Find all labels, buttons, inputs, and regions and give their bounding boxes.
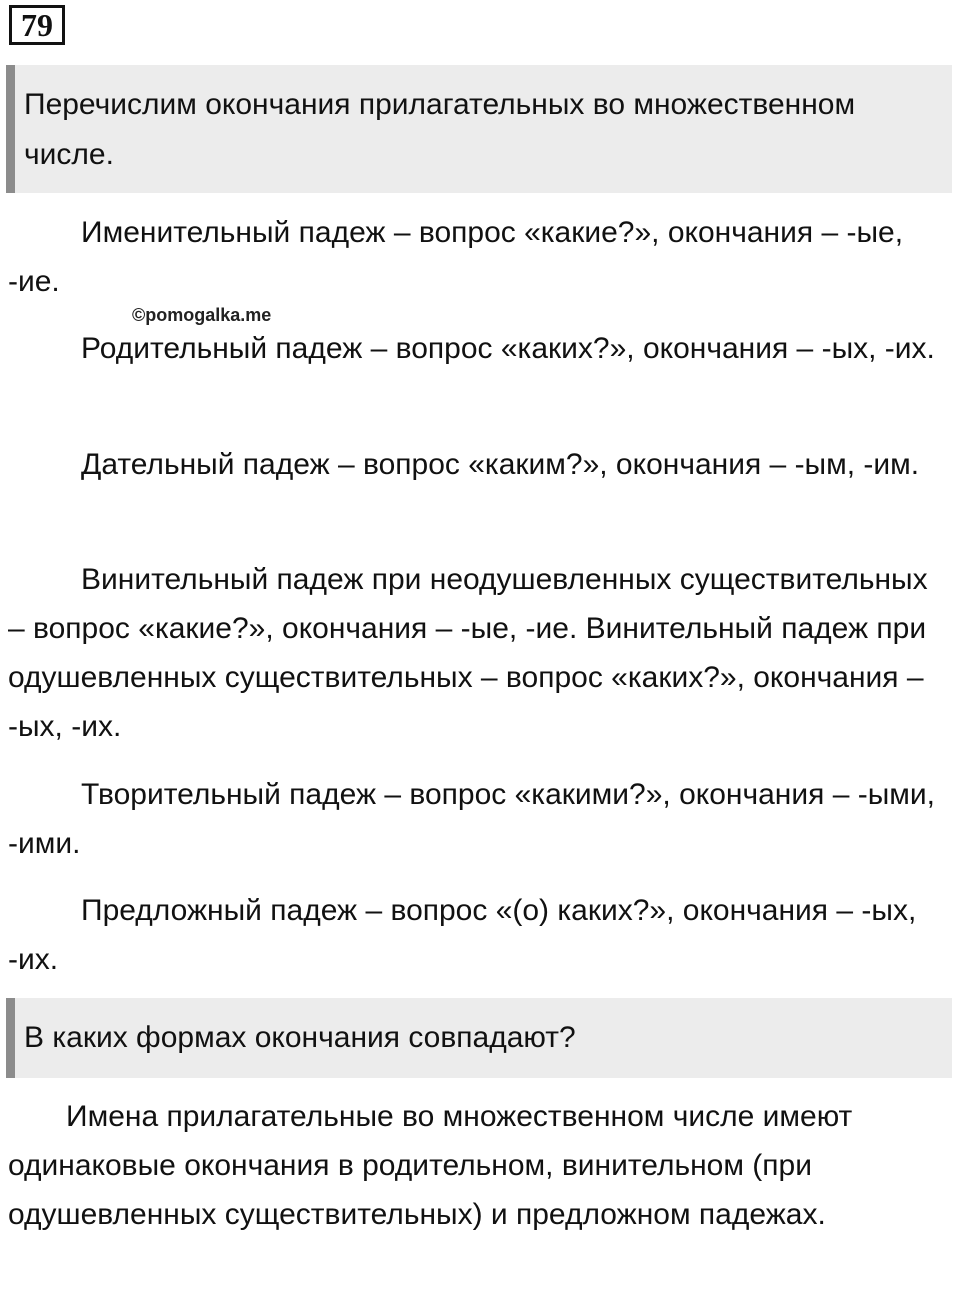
question-text: Перечислим окончания прилагательных во множественном числе. [24,88,856,171]
paragraph-nominative: Именительный падеж – вопрос «какие?», окончания – -ые, -ие. [8,216,904,298]
paragraph-instrumental: Творительный падеж – вопрос «какими?», окончания – -ыми, -ими. [8,778,935,860]
watermark: ©pomogalka.me [132,305,272,325]
paragraph-accusative: Винительный падеж при неодушевленных существительных – вопрос «какие?», окончания – -ые, -ие. Винительный падеж при одушевленных существительных – вопрос «каких?», окончания – -ых, -их. [8,563,928,743]
answer-paragraph: Имена прилагательные во множественном числе имеют одинаковые окончания в родительном, винительном (при одушевленных существительных) и предложном падежах. [8,1100,853,1231]
task-number-badge: 79 [9,5,65,45]
paragraph-dative: Дательный падеж – вопрос «каким?», окончания – -ым, -им. [81,448,920,481]
paragraph-genitive: Родительный падеж – вопрос «каких?», окончания – -ых, -их. [81,332,935,365]
question-callout-endings [6,65,952,193]
question-text: В каких формах окончания совпадают? [24,1021,576,1054]
question-callout-matching [6,998,952,1078]
paragraph-prepositional: Предложный падеж – вопрос «(о) каких?», окончания – -ых, -их. [8,894,917,976]
